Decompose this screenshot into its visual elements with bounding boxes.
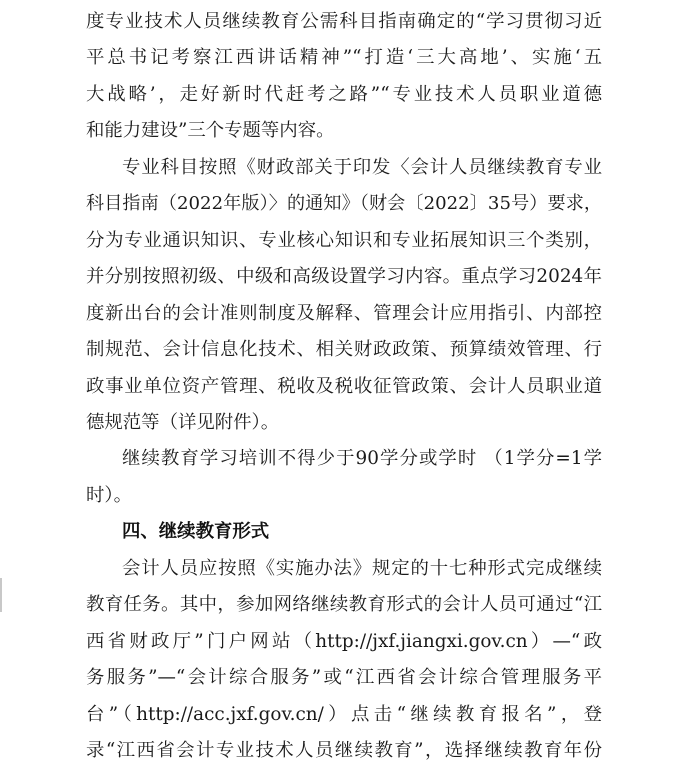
paragraph-4-line-6: 录“江西省会计专业技术人员继续教育”，选择继续教育年份	[86, 740, 602, 761]
paragraph-3-line-1: 继续教育学习培训不得少于90学分或学时 （1学分=1学	[122, 448, 602, 470]
paragraph-1-line-4: 和能力建设”三个专题等内容。	[86, 120, 335, 142]
paragraph-2-line-3: 分为专业通识知识、专业核心知识和专业拓展知识三个类别，	[86, 229, 602, 251]
paragraph-1-line-2: 平总书记考察江西讲话精神”“打造‘三大高地’、实施‘五	[86, 47, 602, 69]
paragraph-2-line-8: 德规范等（详见附件）。	[86, 411, 280, 433]
paragraph-4-line-1: 会计人员应按照《实施办法》规定的十七种形式完成继续	[122, 557, 602, 579]
section-heading: 四、继续教育形式	[122, 521, 270, 543]
paragraph-2-line-1: 专业科目按照《财政部关于印发〈会计人员继续教育专业	[122, 156, 602, 178]
page-edge-mark	[0, 578, 2, 612]
paragraph-4-line-5: 台”（http://acc.jxf.gov.cn/）点击“继续教育报名”，登	[86, 703, 602, 725]
paragraph-3-line-2: 时）。	[86, 484, 132, 506]
paragraph-2-line-6: 制规范、会计信息化技术、相关财政政策、预算绩效管理、行	[86, 339, 602, 361]
paragraph-4-line-4: 务服务”—“会计综合服务”或“江西省会计综合管理服务平	[86, 667, 602, 689]
paragraph-2-line-4: 并分别按照初级、中级和高级设置学习内容。重点学习2024年	[86, 266, 602, 288]
paragraph-4-line-2: 教育任务。其中，参加网络继续教育形式的会计人员可通过“江	[86, 594, 602, 616]
paragraph-2-line-2: 科目指南（2022年版）〉的通知》（财会〔2022〕35号）要求，	[86, 193, 602, 215]
paragraph-1-line-3: 大战略’，走好新时代赶考之路”“专业技术人员职业道德	[86, 83, 602, 105]
paragraph-4-line-3: 西省财政厅”门户网站（http://jxf.jiangxi.gov.cn）—“政	[86, 630, 602, 652]
paragraph-2-line-7: 政事业单位资产管理、税收及税收征管政策、会计人员职业道	[86, 375, 602, 397]
paragraph-1-line-1: 度专业技术人员继续教育公需科目指南确定的“学习贯彻习近	[86, 11, 602, 32]
paragraph-2-line-5: 度新出台的会计准则制度及解释、管理会计应用指引、内部控	[86, 302, 602, 324]
